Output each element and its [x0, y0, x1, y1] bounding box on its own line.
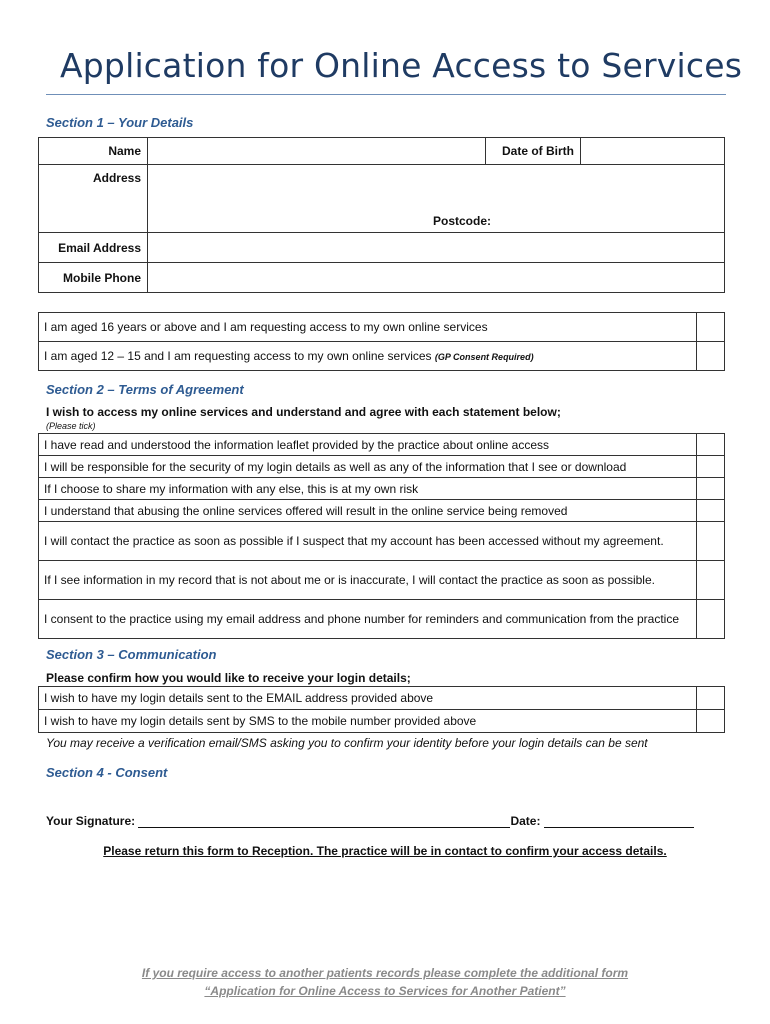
- page-title: Application for Online Access to Services: [60, 46, 743, 85]
- term-5-checkbox[interactable]: [697, 522, 725, 561]
- footer-line-2: “Application for Online Access to Services for Another Patient”: [204, 984, 566, 998]
- age-option-12-15: [39, 342, 697, 371]
- section1-heading: Section 1 – Your Details: [46, 115, 194, 130]
- section4-heading: Section 4 - Consent: [46, 765, 168, 780]
- age-option-16-plus: [39, 313, 697, 342]
- term-statement: I have read and understood the information leaflet provided by the practice about online access: [39, 434, 697, 456]
- age-12-15-checkbox[interactable]: [697, 342, 725, 371]
- dob-label: Date of Birth: [486, 138, 581, 165]
- postcode-label: Postcode:: [433, 214, 492, 228]
- footer-line-1: If you require access to another patients records please complete the additional form: [141, 966, 629, 980]
- signature-label: Your Signature:: [46, 814, 136, 828]
- email-field[interactable]: [148, 233, 725, 263]
- age-options-table: [38, 312, 725, 371]
- email-label: Email Address: [39, 233, 148, 263]
- return-instructions: Please return this form to Reception. The practice will be in contact to confirm your access details.: [103, 844, 667, 858]
- verification-note: You may receive a verification email/SMS asking you to confirm your identity before your login details can be sent: [46, 736, 648, 750]
- mobile-field[interactable]: [148, 263, 725, 293]
- signature-line[interactable]: [138, 815, 510, 828]
- title-divider: [46, 94, 726, 95]
- term-7-checkbox[interactable]: [697, 600, 725, 639]
- address-field[interactable]: [148, 165, 725, 233]
- term-statement: I will contact the practice as soon as possible if I suspect that my account has been accessed without my agreement.: [39, 522, 697, 561]
- name-label: Name: [39, 138, 148, 165]
- gp-consent-note: (GP Consent Required): [434, 351, 534, 362]
- term-statement: I understand that abusing the online services offered will result in the online service being removed: [39, 500, 697, 522]
- term-statement: I consent to the practice using my email address and phone number for reminders and communication from the practice: [39, 600, 697, 639]
- sms-delivery-option: I wish to have my login details sent by SMS to the mobile number provided above: [39, 710, 697, 733]
- sms-delivery-checkbox[interactable]: [697, 710, 725, 733]
- term-6-checkbox[interactable]: [697, 561, 725, 600]
- date-label: Date:: [510, 814, 541, 828]
- term-1-checkbox[interactable]: [697, 434, 725, 456]
- dob-field[interactable]: [581, 138, 725, 165]
- term-statement: I will be responsible for the security of my login details as well as any of the information that I see or download: [39, 456, 697, 478]
- term-2-checkbox[interactable]: [697, 456, 725, 478]
- address-label: Address: [39, 165, 148, 233]
- section2-intro: I wish to access my online services and understand and agree with each statement below;: [46, 405, 561, 419]
- section2-heading: Section 2 – Terms of Agreement: [46, 382, 244, 397]
- age-option-text: I am aged 16 years or above and I am requesting access to my own online services: [44, 320, 488, 334]
- details-table: [38, 137, 725, 293]
- mobile-label: Mobile Phone: [39, 263, 148, 293]
- name-field[interactable]: [148, 138, 486, 165]
- term-statement: If I choose to share my information with any else, this is at my own risk: [39, 478, 697, 500]
- email-delivery-option: I wish to have my login details sent to the EMAIL address provided above: [39, 687, 697, 710]
- age-16-plus-checkbox[interactable]: [697, 313, 725, 342]
- section3-heading: Section 3 – Communication: [46, 647, 217, 662]
- term-statement: If I see information in my record that is not about me or is inaccurate, I will contact the practice as soon as possible.: [39, 561, 697, 600]
- signature-row: [46, 814, 694, 828]
- email-delivery-checkbox[interactable]: [697, 687, 725, 710]
- age-option-text: I am aged 12 – 15 and I am requesting access to my own online services: [44, 348, 435, 363]
- communication-table: [38, 686, 725, 733]
- term-4-checkbox[interactable]: [697, 500, 725, 522]
- date-line[interactable]: [544, 815, 694, 828]
- tick-note: (Please tick): [46, 421, 96, 431]
- terms-table: [38, 433, 725, 639]
- section3-intro: Please confirm how you would like to receive your login details;: [46, 671, 411, 685]
- term-3-checkbox[interactable]: [697, 478, 725, 500]
